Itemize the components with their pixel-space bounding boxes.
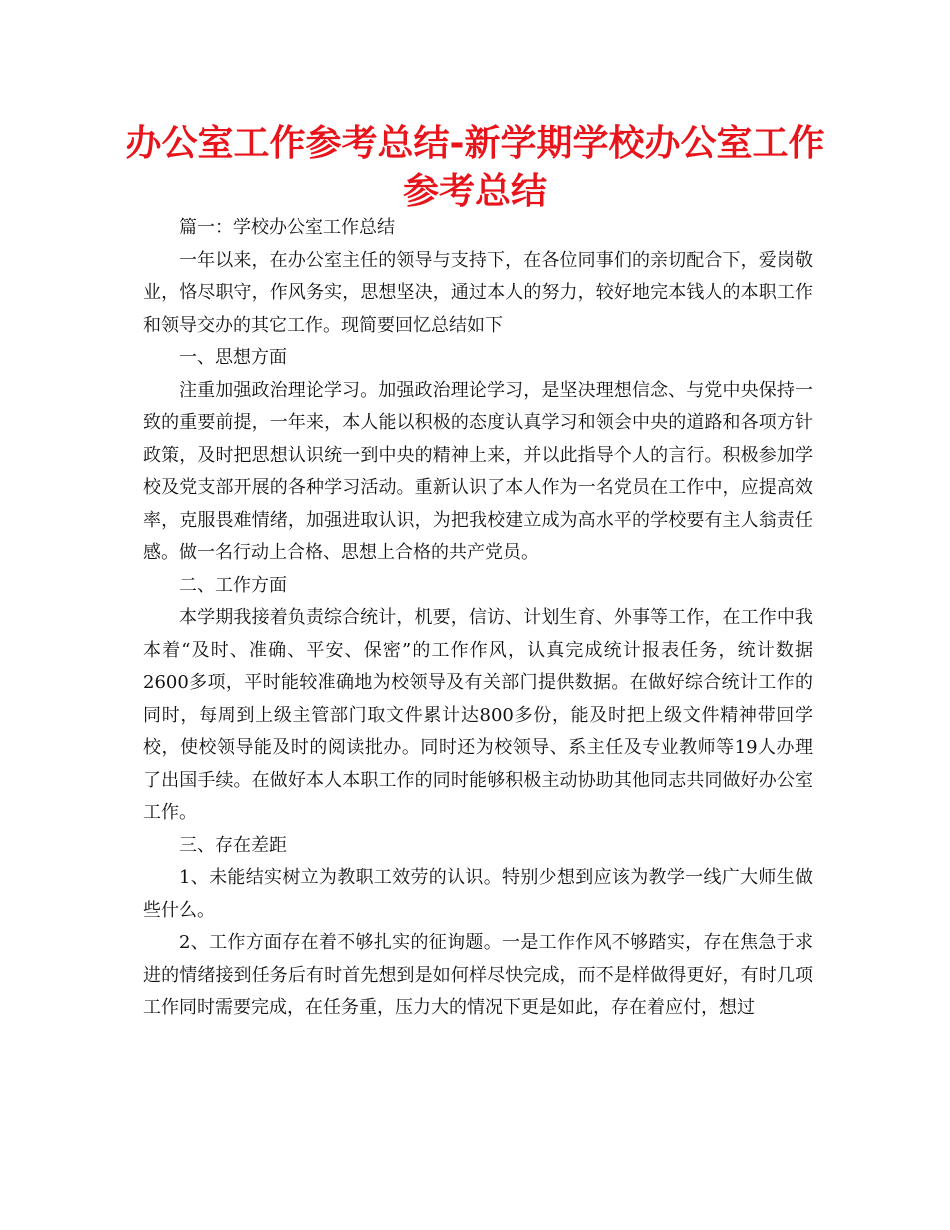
- intro-paragraph: 一年以来，在办公室主任的领导与支持下，在各位同事们的亲切配合下，爱岗敬业，恪尽职守，作风务实，思想坚决，通过本人的努力，较好地完本钱人的本职工作和领导交办的其它工作。现简要回忆总结如下: [143, 249, 813, 336]
- section-heading-part1: 篇一：学校办公室工作总结: [179, 217, 395, 238]
- section-heading-gaps: 三、存在差距: [179, 834, 287, 856]
- work-paragraph: 本学期我接着负责综合统计，机要，信访、计划生育、外事等工作，在工作中我本着“及时、准确、平安、保密”的工作作风，认真完成统计报表任务，统计数据2600多项，平时能较准确地为校领导及有关部门提供数据。在做好综合统计工作的同时，每周到上级主管部门取文件累计达800多份，能及时把上级文件精神带回学校，使校领导能及时的阅读批办。同时还为校领导、系主任及专业教师等19人办理了出国手续。在做好本人本职工作的同时能够积极主动协助其他同志共同做好办公室工作。: [143, 607, 813, 823]
- section-heading-ideology: 一、思想方面: [179, 347, 287, 368]
- gap-item-1: 1、未能结实树立为教职工效劳的认识。特别少想到应该为教学一线广大师生做些什么。: [143, 867, 813, 921]
- document-title: 办公室工作参考总结-新学期学校办公室工作参考总结: [125, 123, 825, 212]
- gap-item-2: 2、工作方面存在着不够扎实的征询题。一是工作作风不够踏实，存在焦急于求进的情绪接到任务后有时首先想到是如何样尽快完成，而不是样做得更好，有时几项工作同时需要完成，在任务重，压力大的情况下更是如此，存在着应付，想过: [143, 932, 813, 1018]
- section-heading-work: 二、工作方面: [179, 574, 287, 596]
- ideology-paragraph: 注重加强政治理论学习。加强政治理论学习，是坚决理想信念、与党中央保持一致的重要前提，一年来，本人能以积极的态度认真学习和领会中央的道路和各项方针政策，及时把思想认识统一到中央的精神上来，并以此指导个人的言行。积极参加学校及党支部开展的各种学习活动。重新认识了本人作为一名党员在工作中，应提高效率，克服畏难情绪，加强进取认识，为把我校建立成为高水平的学校要有主人翁责任感。做一名行动上合格、思想上合格的共产党员。: [143, 379, 813, 563]
- document-body: [143, 212, 813, 1025]
